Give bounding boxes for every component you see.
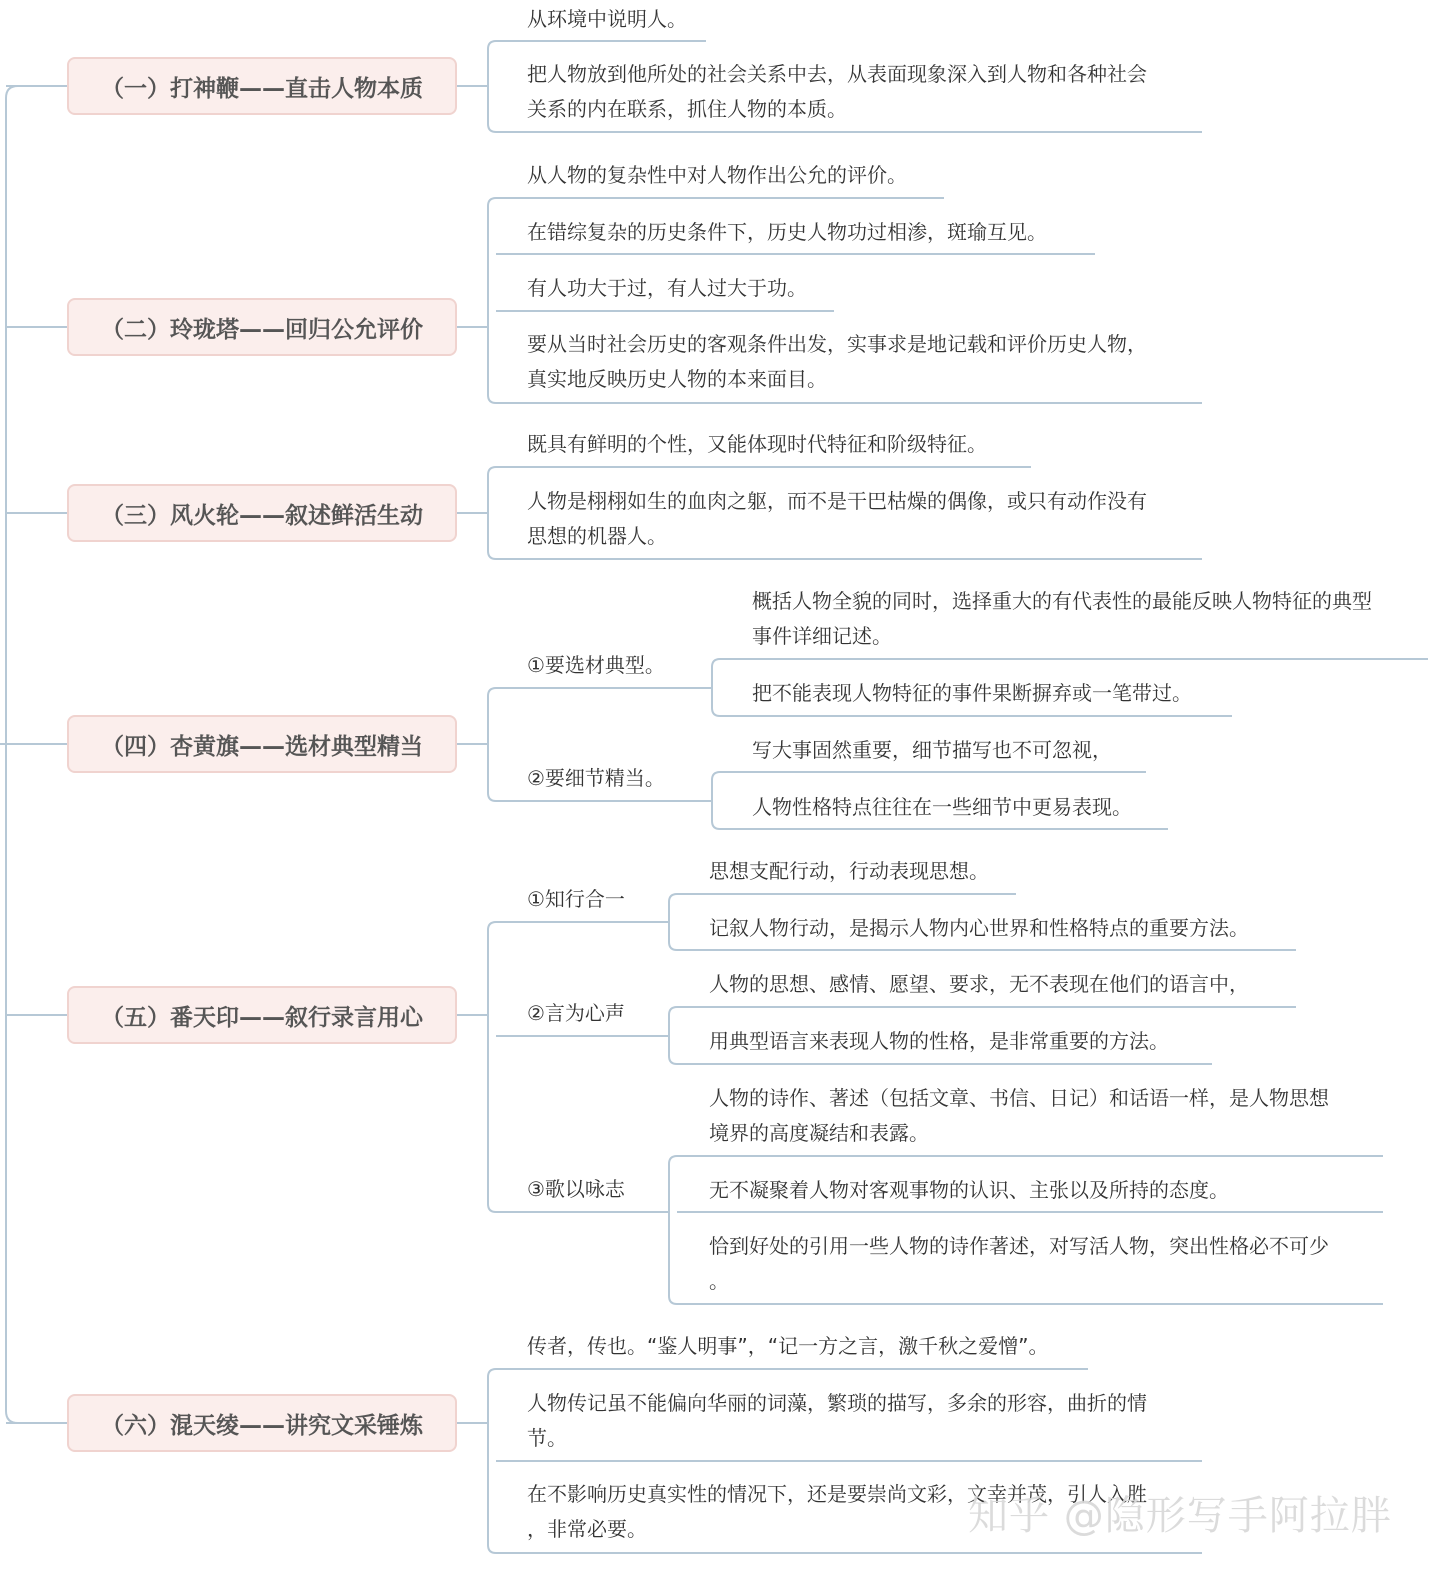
subtopic-label[interactable]: ①要选材典型。 bbox=[527, 653, 665, 677]
detail-text: 境界的高度凝结和表露。 bbox=[709, 1121, 929, 1145]
sub-bracket bbox=[669, 1007, 677, 1064]
sub-bracket bbox=[669, 894, 677, 950]
topic-node[interactable]: （一）打神鞭——直击人物本质 bbox=[67, 57, 457, 115]
branch-bracket bbox=[488, 688, 496, 801]
branch-bracket bbox=[488, 467, 496, 559]
detail-text: 写大事固然重要，细节描写也不可忽视， bbox=[752, 738, 1112, 762]
subtopic-label[interactable]: ②要细节精当。 bbox=[527, 766, 665, 790]
topic-node[interactable]: （六）混天绫——讲究文采锤炼 bbox=[67, 1394, 457, 1452]
subtopic-label[interactable]: ②言为心声 bbox=[527, 1001, 625, 1025]
detail-text: 把人物放到他所处的社会关系中去，从表面现象深入到人物和各种社会 bbox=[527, 62, 1147, 86]
sub-bracket bbox=[669, 1156, 677, 1304]
branch-bracket bbox=[488, 198, 496, 403]
branch-bracket bbox=[488, 41, 496, 132]
topic-node[interactable]: （四）杏黄旗——选材典型精当 bbox=[67, 715, 457, 773]
detail-text: 人物传记虽不能偏向华丽的词藻，繁琐的描写，多余的形容，曲折的情 bbox=[527, 1391, 1147, 1415]
detail-text: 思想的机器人。 bbox=[527, 524, 667, 548]
detail-text: ，非常必要。 bbox=[527, 1517, 647, 1541]
detail-text: 人物性格特点往往在一些细节中更易表现。 bbox=[752, 795, 1132, 819]
detail-text: 在错综复杂的历史条件下，历史人物功过相渗，斑瑜互见。 bbox=[527, 220, 1047, 244]
detail-text: 从环境中说明人。 bbox=[527, 7, 687, 31]
detail-text: 把不能表现人物特征的事件果断摒弃或一笔带过。 bbox=[752, 681, 1192, 705]
detail-text: 事件详细记述。 bbox=[752, 624, 892, 648]
topic-node[interactable]: （三）风火轮——叙述鲜活生动 bbox=[67, 484, 457, 542]
detail-text: 人物的诗作、著述（包括文章、书信、日记）和话语一样，是人物思想 bbox=[709, 1086, 1329, 1110]
topic-node[interactable]: （五）番天印——叙行录言用心 bbox=[67, 986, 457, 1044]
detail-text: 真实地反映历史人物的本来面目。 bbox=[527, 367, 827, 391]
detail-text: 思想支配行动，行动表现思想。 bbox=[709, 859, 989, 883]
detail-text: 节。 bbox=[527, 1426, 567, 1450]
detail-text: 既具有鲜明的个性，又能体现时代特征和阶级特征。 bbox=[527, 432, 987, 456]
detail-text: 有人功大于过，有人过大于功。 bbox=[527, 276, 807, 300]
detail-text: 传者，传也。“鉴人明事”，“记一方之言，激千秋之爱憎”。 bbox=[527, 1334, 1049, 1358]
detail-text: 在不影响历史真实性的情况下，还是要崇尚文彩，文幸并茂，引人入胜 bbox=[527, 1482, 1147, 1506]
detail-text: 。 bbox=[709, 1269, 729, 1293]
subtopic-label[interactable]: ①知行合一 bbox=[527, 887, 625, 911]
detail-text: 人物的思想、感情、愿望、要求，无不表现在他们的语言中， bbox=[709, 972, 1249, 996]
subtopic-label[interactable]: ③歌以咏志 bbox=[527, 1177, 625, 1201]
sub-bracket bbox=[712, 659, 720, 716]
branch-bracket bbox=[488, 922, 496, 1212]
detail-text: 恰到好处的引用一些人物的诗作著述，对写活人物，突出性格必不可少 bbox=[709, 1234, 1329, 1258]
detail-text: 用典型语言来表现人物的性格，是非常重要的方法。 bbox=[709, 1029, 1169, 1053]
topic-node[interactable]: （二）玲珑塔——回归公允评价 bbox=[67, 298, 457, 356]
detail-text: 人物是栩栩如生的血肉之躯，而不是干巴枯燥的偶像，或只有动作没有 bbox=[527, 489, 1147, 513]
detail-text: 从人物的复杂性中对人物作出公允的评价。 bbox=[527, 163, 907, 187]
detail-text: 关系的内在联系，抓住人物的本质。 bbox=[527, 97, 847, 121]
root-spine bbox=[6, 86, 18, 1423]
sub-bracket bbox=[712, 772, 720, 829]
branch-bracket bbox=[488, 1369, 496, 1553]
detail-text: 概括人物全貌的同时，选择重大的有代表性的最能反映人物特征的典型 bbox=[752, 589, 1372, 613]
watermark: 知乎 @隐形写手阿拉胖 bbox=[968, 1493, 1392, 1539]
detail-text: 无不凝聚着人物对客观事物的认识、主张以及所持的态度。 bbox=[709, 1178, 1229, 1202]
detail-text: 记叙人物行动，是揭示人物内心世界和性格特点的重要方法。 bbox=[709, 916, 1249, 940]
detail-text: 要从当时社会历史的客观条件出发，实事求是地记载和评价历史人物， bbox=[527, 332, 1147, 356]
